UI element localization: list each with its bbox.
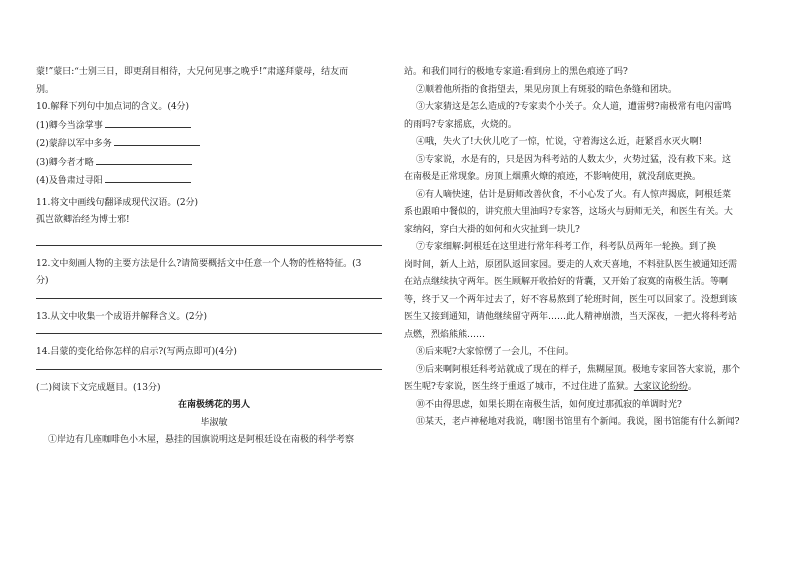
question-11: 11.将文中画线句翻译成现代汉语。(2分) [36,197,199,208]
q10-item-2: (2)蒙辞以军中多务 [36,135,392,154]
q10-item-1: (1)卿今当涂掌事 [36,117,392,136]
question-14: 14.吕蒙的变化给你怎样的启示?(写两点即可)(4分) [36,347,237,357]
paragraph-8: ⑧后来呢?大家惊愣了一会儿，不住问。 [416,347,574,357]
text-line: 岗时间，新人上站，原团队返回家园。要走的人欢天喜地，不料驻队医生被通知还需 [404,259,738,270]
text-line: 医生又接到通知，请他继续留守两年……此人精神崩溃，当天深夜，一把火将科考站 [404,312,738,322]
answer-line [36,368,382,370]
answer-line [36,332,382,334]
paragraph-3: ③大家猜这是怎么造成的?专家卖个小关子。众人道，遭雷劈?南极常有电闪雷鸣 [416,102,732,112]
answer-blank [105,172,191,183]
text-line: 的雨吗?专家摇底，火烧的。 [404,119,517,130]
paragraph-5: ⑤专家说，水是有的，只是因为科考站的人数太少，火势过猛，没有救下来。这 [416,154,732,165]
paragraph-4: ④哦，失火了!大伙儿吃了一惊，忙说，守着海这么近，赶紧舀水灭火啊! [416,137,703,147]
article-title: 在南极绣花的男人 [177,400,250,410]
q11-sentence: 孤岂欲卿治经为博士邪! [36,215,130,225]
text-line: 系也跟咱中餐似的，讲究煎大里油吗?专家答，这场火与厨师无关，和医生有关。大 [404,207,733,217]
paragraph-2: ②顺着他所指的食指望去，果见房顶上有斑驳的暗色条缝和团块。 [416,84,678,95]
text-line: 等，终于又一个两年过去了，好不容易熬到了轮班时间，医生可以回家了。没想到该 [404,294,738,305]
question-10: 10.解释下列句中加点词的含义。(4分) [36,102,190,112]
answer-line [36,297,382,299]
question-12: 12.文中刻画人物的主要方法是什么?请简要概括文中任意一个人物的性格特征。(3 [36,258,362,269]
section-2-heading: (二)阅读下文完成题目。(13分) [36,382,161,393]
paragraph-1: ①岸边有几座咖啡色小木屋，悬挂的国旗说明这是阿根廷设在南极的科学考察 [48,435,355,445]
text-line: 医生呢?专家说，医生终于重返了城市，不过住进了监狱。大家议论纷纷。 [404,382,697,392]
answer-line [36,244,382,246]
paragraph-9: ⑨后来啊阿根廷科考站就成了现在的样子，焦糊屋顶。极地专家回答大家说，那个 [416,364,741,375]
question-13: 13.从文中收集一个成语并解释含义。(2分) [36,311,208,322]
right-column [404,64,758,432]
answer-blank [96,154,192,165]
question-12-cont: 分) [36,276,49,286]
text-line: 蒙!”蒙曰:“士别三日，即更刮目相待，大兄何见事之晚乎!”肃遂拜蒙母，结友而 [36,67,349,77]
answer-blank [114,135,200,146]
paragraph-10: ⑩不由得思虑，如果长期在南极生活，如何度过那孤寂的单调时光? [416,399,682,410]
text-line: 家纳闷，穿白大褂的如何和火灾扯到一块儿? [404,224,580,235]
text-line: 在站点继续执守两年。医生顾解开收拾好的背囊，又开始了寂寞的南极生活。等啊 [404,277,729,287]
text-line: 在南极是正常现象。房顶上烟熏火燎的痕迹，不影响使用，就没刮底更换。 [404,172,702,182]
article-author: 毕淑敏 [200,417,228,428]
text-line: 别。 [36,84,55,95]
q10-item-4: (4)及鲁肃过寻阳 [36,172,392,191]
underlined-sentence: 大家议论纷纷 [633,382,688,392]
text-line: 点燃，烈焰熊熊…… [404,329,486,340]
paragraph-7: ⑦专家细解:阿根廷在这里进行常年科考工作，科考队员两年一轮换。到了换 [416,242,717,252]
paragraph-11: ⑪某天，老卢神秘地对我说，嗨!图书馆里有个新闻。我说，图书馆能有什么新闻? [416,417,740,427]
left-column [36,64,392,450]
answer-blank [105,117,191,128]
paragraph-6: ⑥有人嘀快速，估计是厨师改善伙食，不小心发了火。有人惊声揭底，阿根廷菜 [416,189,732,200]
q10-item-3: (3)卿今者才略 [36,154,392,173]
text-line: 站。和我们同行的极地专家道:看到房上的黑色痕迹了吗? [404,67,628,77]
